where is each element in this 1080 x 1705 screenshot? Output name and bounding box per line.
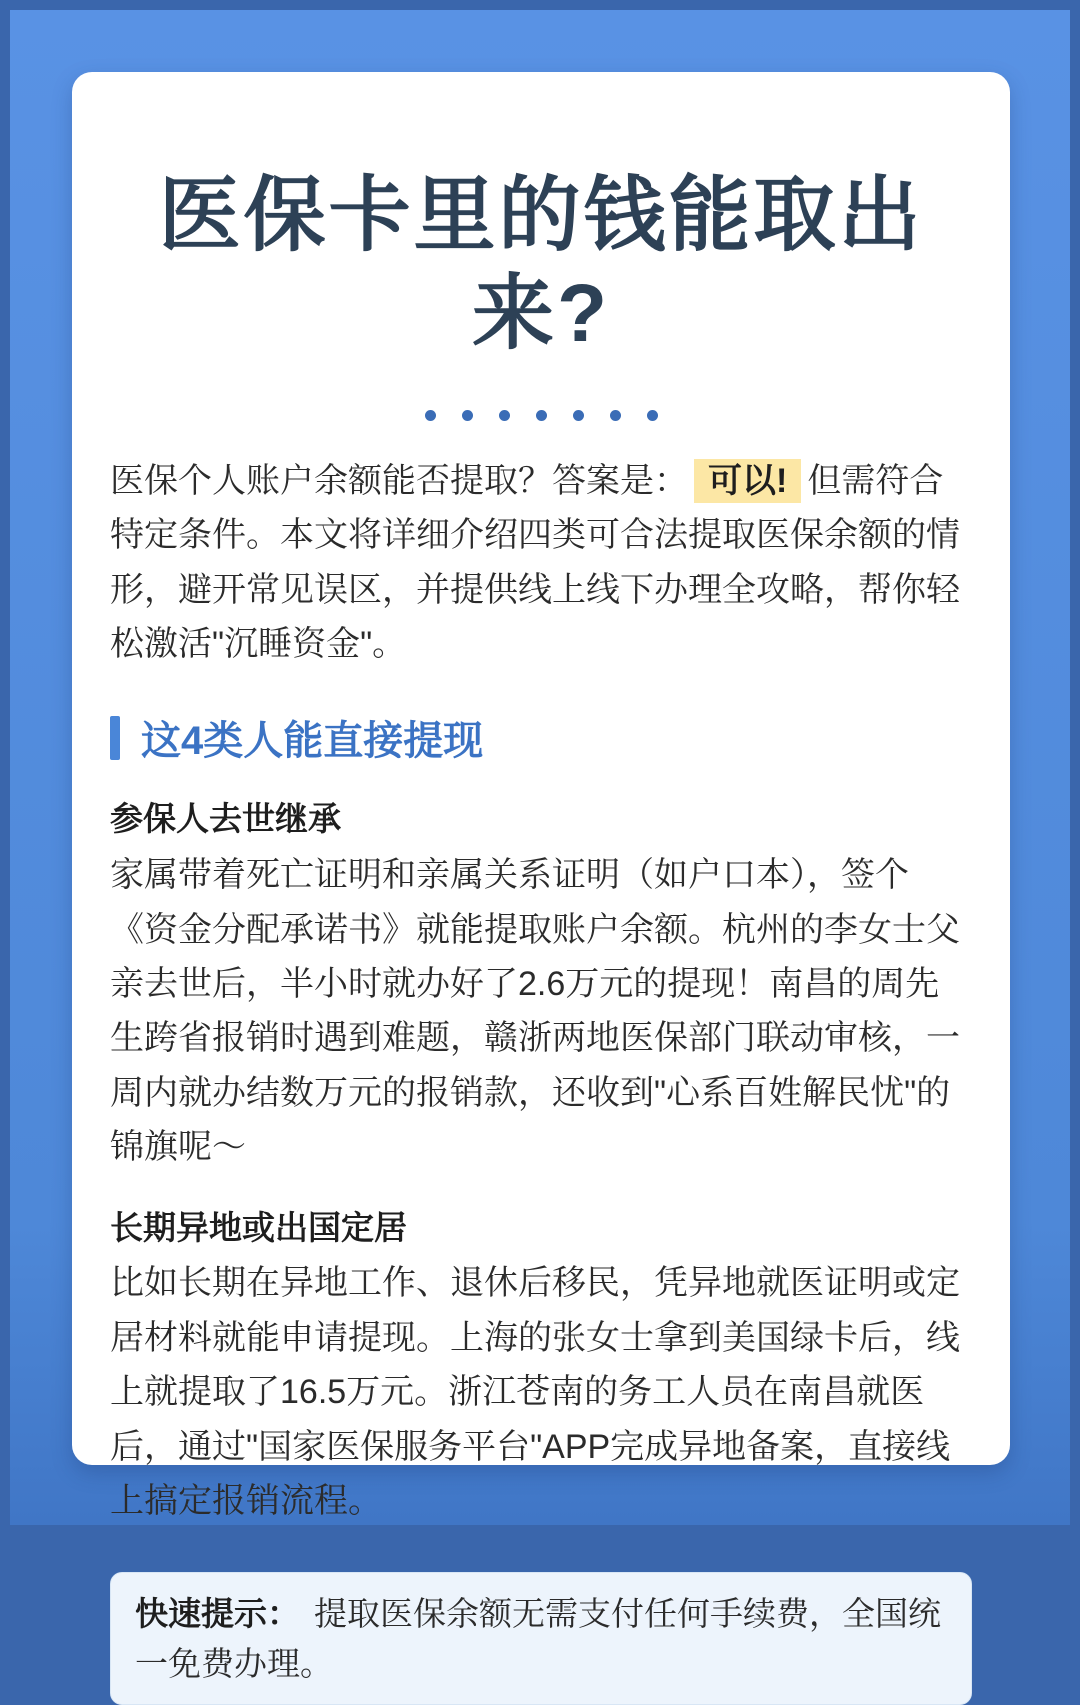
section-heading: [110, 709, 972, 766]
blue-frame: [10, 10, 1070, 1682]
dots-divider: [110, 410, 972, 422]
dot: [425, 410, 436, 421]
subsection-title-inheritance: 参保人去世继承: [110, 800, 341, 838]
dot: [610, 410, 621, 421]
intro-text-after: 但需符合特定条件。本文将详细介绍四类可合法提取医保余额的情形，避开常见误区，并提供线上线下办理全攻略，帮你轻松激活"沉睡资金"。: [110, 461, 960, 663]
intro-text-before: 医保个人账户余额能否提取？答案是：: [110, 461, 688, 500]
dot: [499, 410, 510, 421]
dot: [573, 410, 584, 421]
intro-paragraph: [110, 454, 972, 672]
article-card: [72, 72, 1010, 1682]
subsection-title-relocation: 长期异地或出国定居: [110, 1208, 407, 1246]
section-heading-text: 这4类人能直接提现: [141, 719, 484, 764]
highlight-answer: 可以!: [694, 459, 801, 503]
subsection-body-relocation: 比如长期在异地工作、退休后移民，凭异地就医证明或定居材料就能申请提现。上海的张女士拿到美国绿卡后，线上就提取了16.5万元。浙江苍南的务工人员在南昌就医后，通过"国家医保服务平台"APP完成异地备案，直接线上搞定报销流程。: [110, 1264, 960, 1521]
page-title: 医保卡里的钱能取出来?: [158, 170, 924, 360]
tip-body: 提取医保余额无需支付任何手续费，全国统一免费办理。: [135, 1595, 941, 1682]
dot: [462, 410, 473, 421]
quick-tip-box: [110, 1572, 972, 1705]
tip-label: 快速提示：: [135, 1595, 300, 1633]
dot: [536, 410, 547, 421]
dot: [647, 410, 658, 421]
heading-accent-bar: [110, 716, 120, 760]
subsection-body-inheritance: 家属带着死亡证明和亲属关系证明（如户口本），签个《资金分配承诺书》就能提取账户余额。杭州的李女士父亲去世后，半小时就办好了2.6万元的提现！南昌的周先生跨省报销时遇到难题，赣浙两地医保部门联动审核，一周内就办结数万元的报销款，还收到"心系百姓解民忧"的锦旗呢～: [110, 856, 960, 1167]
